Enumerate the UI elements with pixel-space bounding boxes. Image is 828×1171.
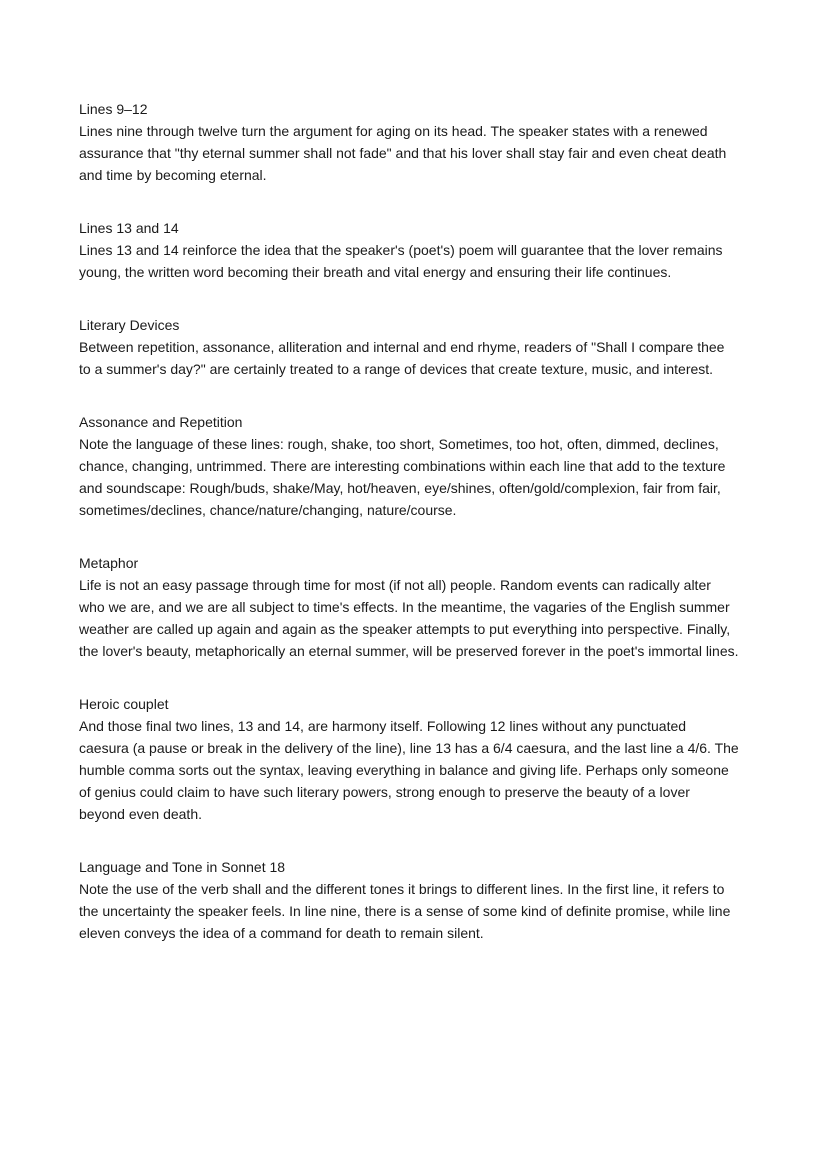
section-paragraph: Lines nine through twelve turn the argument for aging on its head. The speaker states with a renewed assurance that "thy eternal summer shall not fade" and that his lover shall stay fair and even cheat death and time by becoming eternal. (79, 123, 727, 183)
section-paragraph: Lines 13 and 14 reinforce the idea that the speaker's (poet's) poem will guarantee that the lover remains young, the written word becoming their breath and vital energy and ensuring their life continues. (79, 242, 723, 280)
section-paragraph: Note the language of these lines: rough, shake, too short, Sometimes, too hot, often, dimmed, declines, chance, changing, untrimmed. There are interesting combinations within each line that add to the texture and soundscape: Rough/buds, shake/May, hot/heaven, eye/shines, often/gold/complexion, fair from fair, sometimes/declines, chance/nature/changing, nature/course. (79, 436, 726, 518)
section-language-tone (79, 856, 739, 944)
section-paragraph: Life is not an easy passage through time for most (if not all) people. Random events can radically alter who we are, and we are all subject to time's effects. In the meantime, the vagaries of the English summer weather are called up again and again as the speaker attempts to put everything into perspective. Finally, the lover's beauty, metaphorically an eternal summer, will be preserved forever in the poet's immortal lines. (79, 577, 739, 659)
section-heroic-couplet (79, 693, 739, 825)
section-heading: Lines 13 and 14 (79, 220, 179, 236)
section-paragraph: Between repetition, assonance, alliteration and internal and end rhyme, readers of "Shall I compare thee to a summer's day?" are certainly treated to a range of devices that create texture, music, and interest. (79, 339, 725, 377)
section-paragraph: And those final two lines, 13 and 14, are harmony itself. Following 12 lines without any punctuated caesura (a pause or break in the delivery of the line), line 13 has a 6/4 caesura, and the last line a 4/6. The humble comma sorts out the syntax, leaving everything in balance and giving life. Perhaps only someone of genius could claim to have such literary powers, strong enough to preserve the beauty of a lover beyond even death. (79, 718, 739, 822)
section-lines-13-14 (79, 217, 739, 283)
section-heading: Heroic couplet (79, 696, 169, 712)
section-heading: Assonance and Repetition (79, 414, 243, 430)
section-paragraph: Note the use of the verb shall and the different tones it brings to different lines. In the first line, it refers to the uncertainty the speaker feels. In line nine, there is a sense of some kind of definite promise, while line eleven conveys the idea of a command for death to remain silent. (79, 881, 731, 941)
section-metaphor (79, 552, 739, 662)
section-heading: Metaphor (79, 555, 139, 571)
document-body (79, 98, 739, 975)
section-heading: Lines 9–12 (79, 101, 148, 117)
section-assonance-repetition (79, 411, 739, 521)
section-literary-devices (79, 314, 739, 380)
section-heading: Language and Tone in Sonnet 18 (79, 859, 286, 875)
section-lines-9-12 (79, 98, 739, 186)
section-heading: Literary Devices (79, 317, 180, 333)
